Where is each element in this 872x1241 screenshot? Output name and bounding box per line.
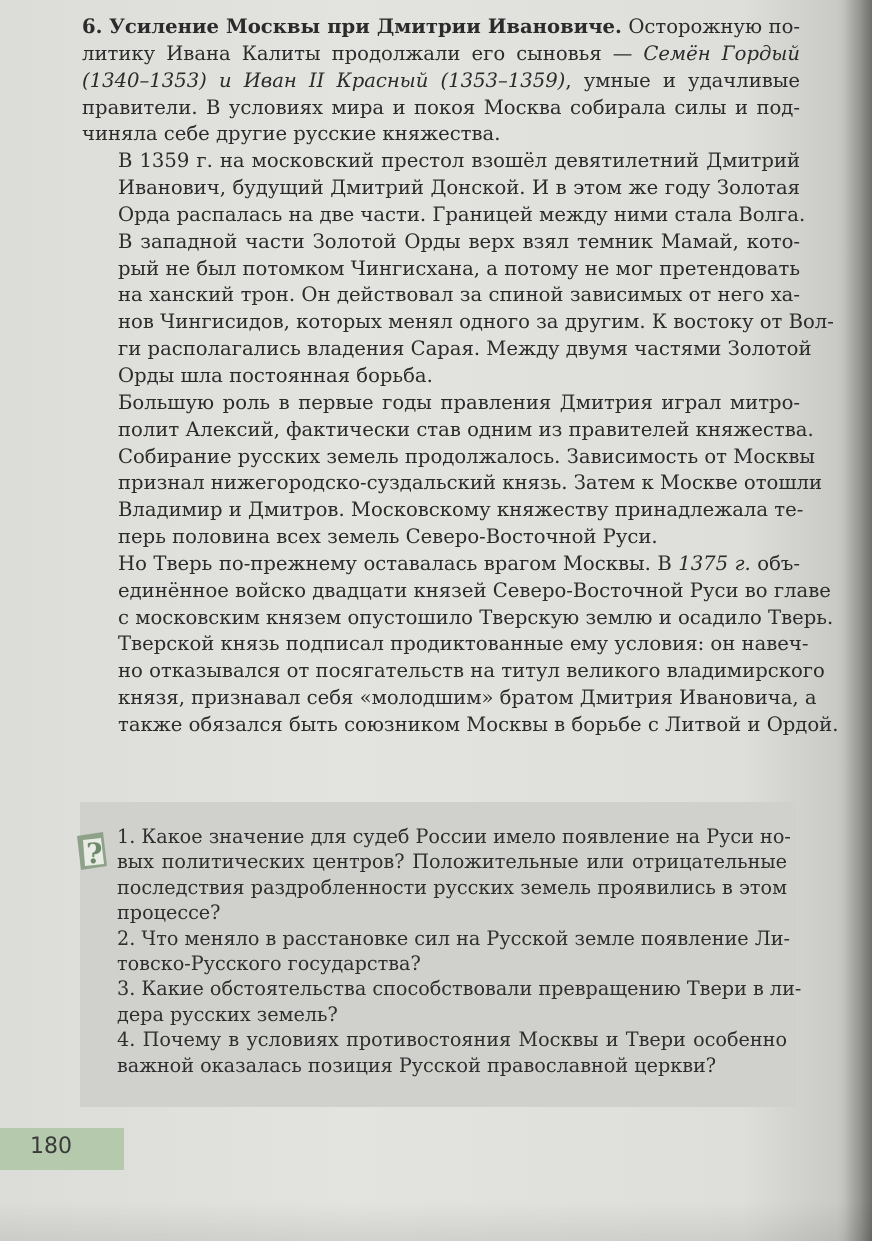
binding-shadow [844,0,872,1241]
paragraph: В западной части Золотой Орды верх взял темник Мамай, кото- рый не был потомком Чингисхана, а потому не мог претендовать на ханский трон. Он действовал за спиной зависимых от него ха- нов Чингисидов, которых менял одного за другим. К востоку от Вол- ги располагались владения Сарая. Между двумя частями Золотой Орды шла постоянная борьба. [118,229,834,387]
question-item: 1. Какое значение для судеб России имело появление на Руси но- вых политических центров? Положительные или отрицательные последствия раздробленности русских земель проявились в этом процессе? [117,825,791,925]
paragraph: Большую роль в первые годы правления Дмитрия играл митро- полит Алексий, фактически став одним из правителей княжества. Собирание русских земель продолжалось. Зависимость от Москвы признал нижегородско-суздальский князь. Затем к Москве отошли Владимир и Дмитров. Московскому княжеству принадлежала те- перь половина всех земель Северо-Восточной Руси. [118,390,823,549]
section-title: Усиление Москвы при Дмитрии Ивановиче. [108,15,622,38]
question-item: 2. Что меняло в расстановке сил на Русской земле появление Ли- товско-Русского государства? [117,926,791,976]
page-bottom-shadow [0,1201,872,1241]
ruler-name: Иван II Красный (1353–1359) [243,68,566,92]
ruler-name: Семён Гордый [643,41,800,65]
paragraph: Но Тверь по-прежнему оставалась врагом Москвы. В 1375 г. объ- единённое войско двадцати князей Северо-Восточной Руси во главе с московским князем опустошило Тверскую землю и осадило Тверь. Тверской князь подписал продиктованные ему условия: он навеч- но отказывался от посягательств на титул великого владимирского князя, признавал себя «молодшим» братом Дмитрия Ивановича, а также обязался быть союзником Москвы в борьбе с Литвой и Ордой. [118,551,839,736]
date-emphasis: 1375 г. [678,551,751,575]
question-item: 4. Почему в условиях противостояния Москвы и Твери особенно важной оказалась позиция Русской православной церкви? [117,1028,787,1077]
questions-list [117,824,802,1078]
svg-text:?: ? [86,837,103,870]
question-mark-icon [73,830,111,874]
main-text [82,14,839,739]
section-number: 6. [82,15,103,38]
paragraph: В 1359 г. на московский престол взошёл девятилетний Дмитрий Иванович, будущий Дмитрий Донской. И в этом же году Золотая Орда распалась на две части. Границей между ними стала Волга. [118,149,806,226]
section-paragraph: 6. Усиление Москвы при Дмитрии Ивановиче. Осторожную по- литику Ивана Калиты продолжали его сыновья — Семён Гордый (1340–1353) и Иван II Красный (1353–1359), умные и удачливые правители. В условиях мира и покоя Москва собирала силы и под- чиняла себе другие русские княжества. [82,15,800,146]
question-item: 3. Какие обстоятельства способствовали превращению Твери в ли- дера русских земель? [117,977,802,1026]
page-number: 180 [30,1134,72,1159]
